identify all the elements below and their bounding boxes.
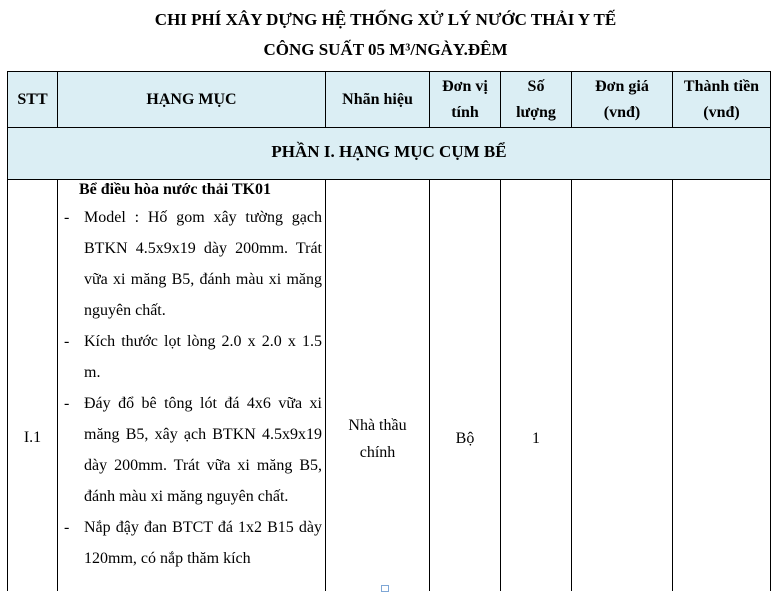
col-divider-nhanhieu — [429, 179, 430, 591]
header-nhan-hieu — [326, 72, 429, 127]
row-thanh-tien — [673, 424, 770, 454]
item-title: Bể điều hòa nước thải TK01 — [79, 181, 271, 198]
header-so-luong-line2: lượng — [516, 103, 556, 121]
header-hang-muc — [58, 72, 325, 127]
header-so-luong-line1: Số — [527, 77, 545, 95]
col-divider-stt — [57, 179, 58, 591]
header-so-luong — [501, 72, 571, 127]
header-don-gia-line2: (vnđ) — [603, 103, 641, 121]
section-title: PHẦN I. HẠNG MỤC CỤM BỂ — [271, 142, 507, 161]
header-don-vi — [430, 72, 500, 127]
document-title: CHI PHÍ XÂY DỰNG HỆ THỐNG XỬ LÝ NƯỚC THẢI Y TẾ — [154, 10, 617, 29]
row-so-luong — [501, 424, 571, 454]
header-thanh-tien-line2: (vnđ) — [703, 103, 740, 121]
description-bullet: - Đáy đổ bê tông lót đá 4x6 vữa xi măng B5, xây ạch BTKN 4.5x9x19 dày 200mm. Trát vữa xi măng B5, đánh màu xi măng nguyên chất. — [62, 388, 322, 512]
header-thanh-tien — [673, 72, 770, 127]
document-subtitle: CÔNG SUẤT 05 M³/NGÀY.ĐÊM — [263, 40, 508, 59]
col-divider-dongia — [672, 179, 673, 591]
row-nhan-hieu-line1: Nhà thầu — [348, 417, 407, 434]
header-don-gia-line1: Đơn giá — [595, 77, 649, 95]
description-bullet: - Nắp đậy đan BTCT đá 1x2 B15 dày 120mm, có nắp thăm kích — [62, 512, 322, 574]
row-nhan-hieu-line2: chính — [359, 444, 396, 461]
header-don-vi-line2: tính — [451, 103, 479, 121]
row-nhan-hieu — [326, 411, 429, 467]
header-bottom-border — [7, 127, 771, 128]
header-hang-muc-label: HẠNG MỤC — [146, 90, 237, 108]
col-divider-soluong — [571, 179, 572, 591]
row-so-luong-value: 1 — [532, 430, 540, 447]
header-nhan-hieu-label: Nhãn hiệu — [342, 90, 413, 108]
row-stt-value: I.1 — [23, 429, 42, 446]
description-bullet: - Model : Hố gom xây tường gạch BTKN 4.5x9x19 dày 200mm. Trát vữa xi măng B5, đánh màu xi măng nguyên chất. — [62, 202, 322, 326]
row-description — [62, 178, 322, 574]
col-divider-donvi — [500, 179, 501, 591]
header-stt — [8, 72, 57, 127]
row-don-gia — [572, 424, 672, 454]
header-don-gia — [572, 72, 672, 127]
header-thanh-tien-line1: Thành tiền — [683, 77, 760, 95]
header-stt-label: STT — [17, 90, 48, 108]
row-stt — [8, 423, 57, 453]
header-don-vi-line1: Đơn vị — [442, 77, 488, 95]
col-divider-hangmuc — [325, 179, 326, 591]
description-bullet: - Kích thước lọt lòng 2.0 x 2.0 x 1.5 m. — [62, 326, 322, 388]
row-don-vi — [430, 424, 500, 454]
row-don-vi-value: Bộ — [455, 430, 475, 447]
